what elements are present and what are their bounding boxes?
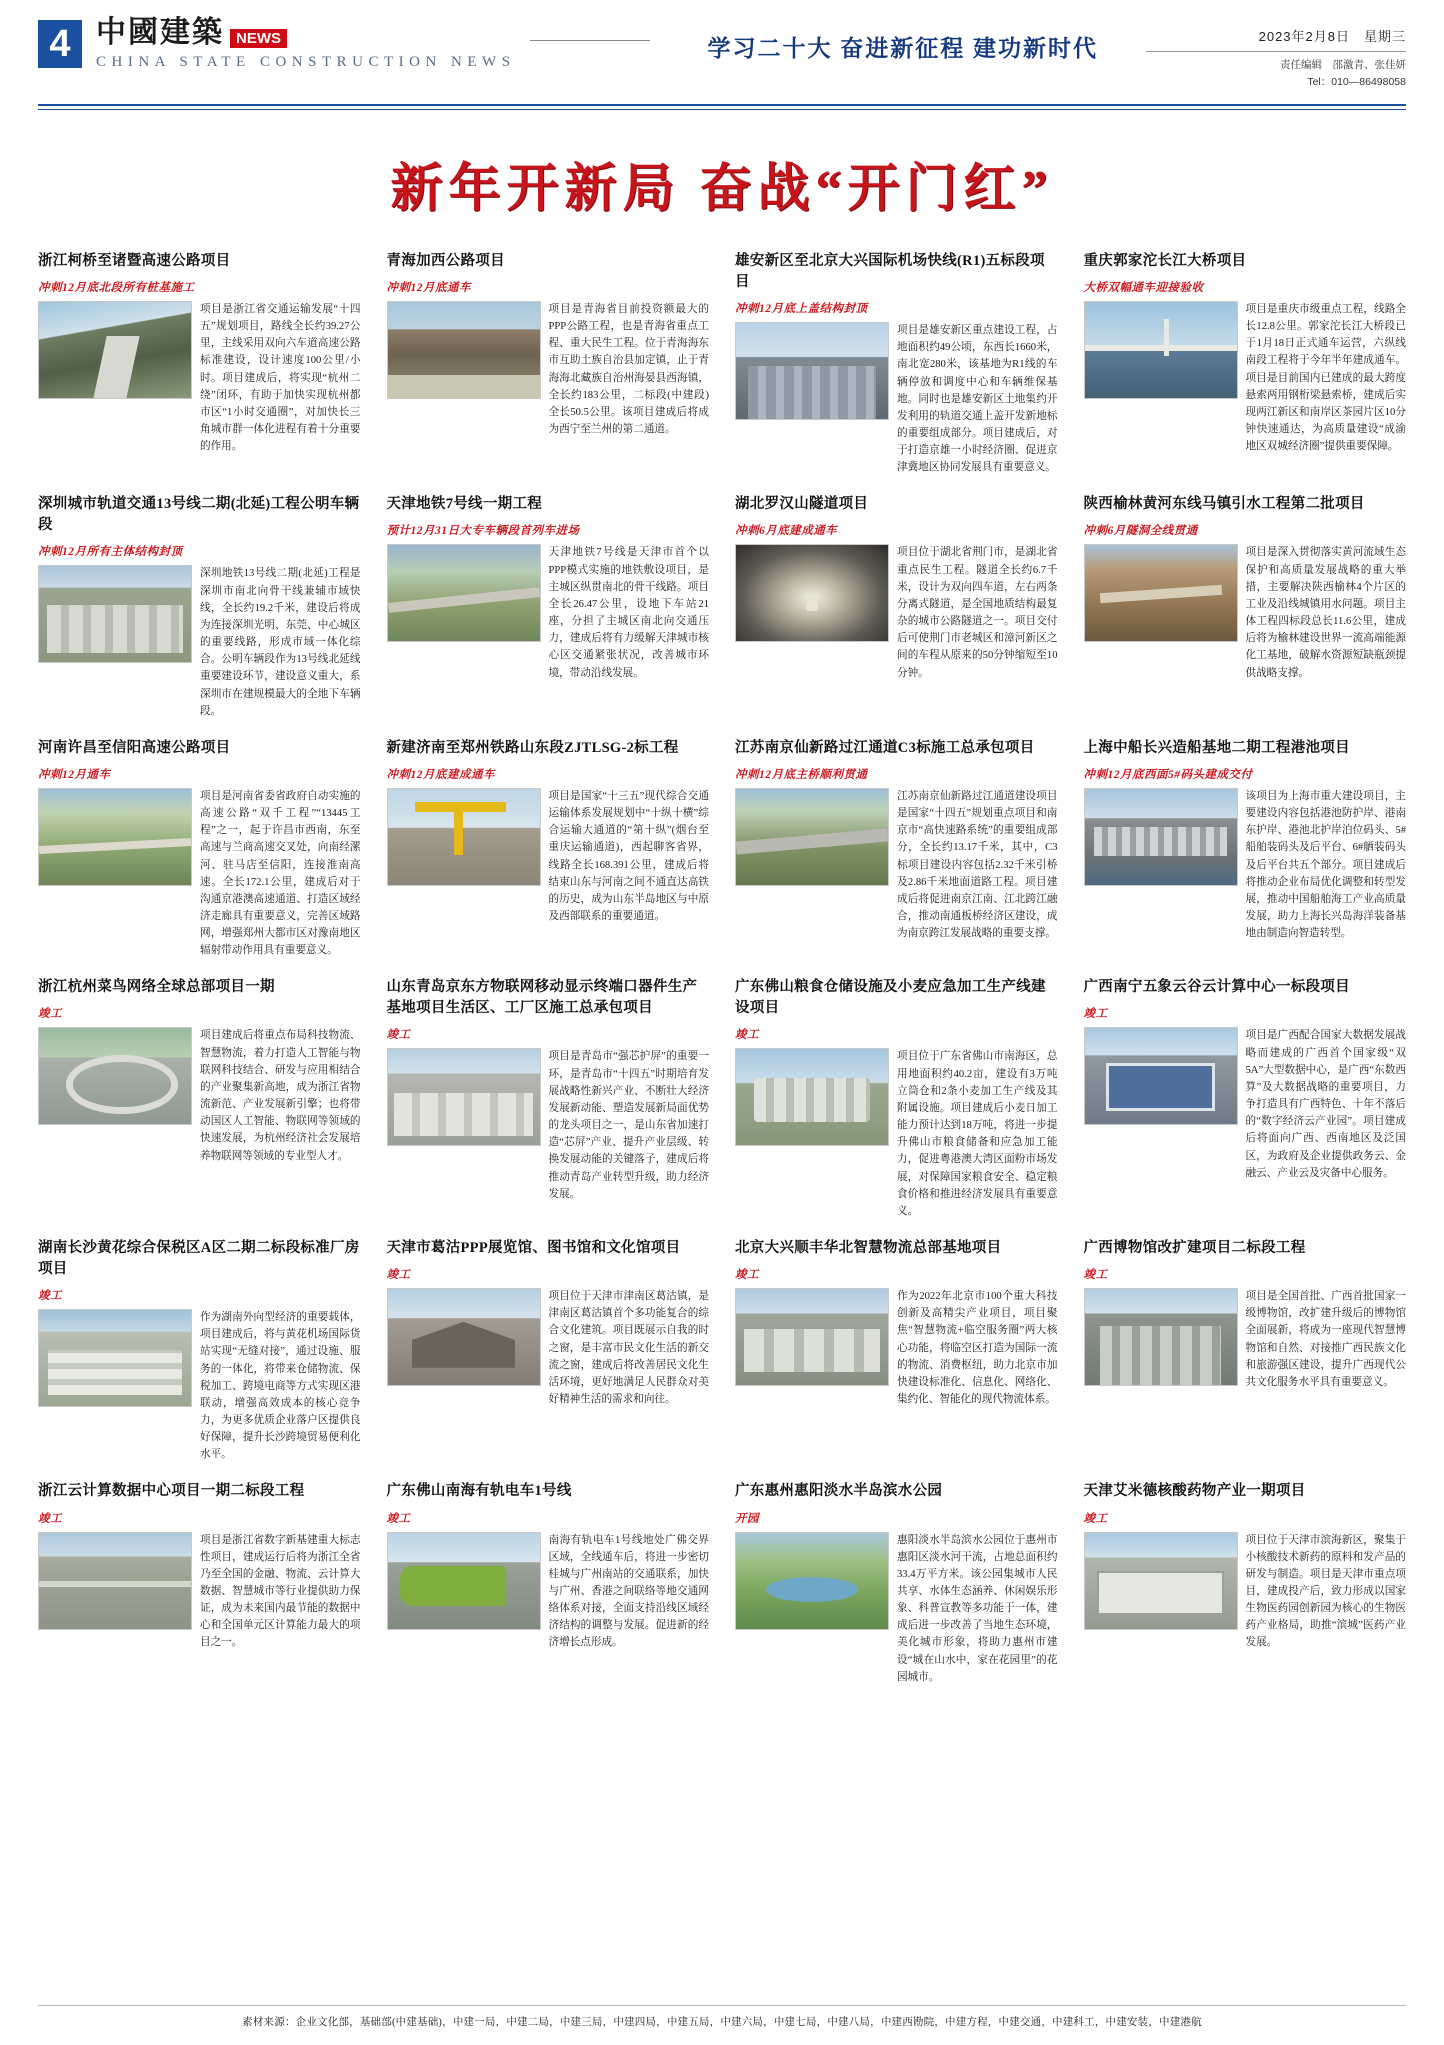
article-photo <box>38 1532 192 1630</box>
article-item <box>735 251 1058 476</box>
article-title: 广西南宁五象云谷云计算中心一标段项目 <box>1083 979 1350 996</box>
article-item <box>387 251 710 476</box>
masthead-info <box>1146 26 1406 91</box>
page-number: 4 <box>38 20 82 68</box>
article-title: 广西博物馆改扩建项目二标段工程 <box>1083 1240 1306 1257</box>
article-photo <box>38 1309 192 1407</box>
article-photo <box>1084 544 1238 642</box>
article-item <box>735 1481 1058 1685</box>
article-body: 项目是深入贯彻落实黄河流域生态保护和高质量发展战略的重大举措，主要解决陕西榆林4个片区的工业及沿线城镇用水问题。项目主体工程四标段总长11.6公里，建成后将为榆林建设世界一流高端能源化工基地，破解水资源短缺瓶颈提供战略支撑。 <box>1245 547 1406 679</box>
article-title: 河南许昌至信阳高速公路项目 <box>38 739 231 756</box>
masthead-rule <box>38 104 1406 110</box>
article-title: 浙江杭州菜鸟网络全球总部项目一期 <box>38 979 275 996</box>
article-status-badge: 竣工 <box>386 1269 411 1282</box>
article-body: 项目是青海省目前投资额最大的PPP公路工程，也是青海省重点工程、重大民生工程。位于青海海东市互助土族自治县加定镇，止于青海海北藏族自治州海晏县西海镇，全长约183公里，二标段(中建段)全长50.5公里。该项目建成后将成为西宁至兰州的第二通道。 <box>548 304 709 436</box>
article-photo <box>1084 1532 1238 1630</box>
article-body: 南海有轨电车1号线地处广佛交界区域，全线通车后，将进一步密切桂城与广州南站的交通联系，加快与广州、香港之间联络等地交通网络体系对接，全面支持沿线区域经济结构的调整与发展。促进新的经济增长点形成。 <box>548 1534 709 1649</box>
article-status-badge: 竣工 <box>735 1029 759 1042</box>
article-photo <box>735 322 889 420</box>
article-photo <box>735 1288 889 1386</box>
article-photo <box>735 788 889 886</box>
masthead-divider-right <box>1146 51 1406 52</box>
article-item <box>38 977 361 1220</box>
article-title: 湖北罗汉山隧道项目 <box>735 496 869 513</box>
article-photo <box>38 301 192 399</box>
article-title: 浙江柯桥至诸暨高速公路项目 <box>38 253 231 269</box>
article-body: 项目是雄安新区重点建设工程，占地面积约49公顷，东西长1660米，南北宽280米，该基地为R1线的车辆停放和调度中心和车辆维保基地。同时也是雄安新区土地集约开发利用的轨道交通上盖开发新地标的重要组成部分。项目建成后，对于打造京雄一小时经济圈、促进京津冀地区协同发展具有重要意义。 <box>897 325 1058 474</box>
article-item <box>387 738 710 960</box>
article-title: 北京大兴顺丰华北智慧物流总部基地项目 <box>735 1240 1002 1257</box>
article-body: 项目是青岛市“强芯护屏”的重要一环，是青岛市“十四五”时期培育发展战略性新兴产业、不断壮大经济发展新动能、塑造发展新局面优势的龙头项目之一，是山东省加速打造“芯屏”产业、提升产业层级、转换发展动能的关键落子，建成后将推动青岛产业转型升级，助力经济发展。 <box>548 1051 709 1200</box>
article-photo <box>38 788 192 886</box>
article-body: 项目是广西配合国家大数据发展战略而建成的广西首个国家级“双5A”大型数据中心，是广西“东数西算”及大数据战略的重要项目，力争打造具有广西特色、十年不落后的“数字经济云产业园”。项目建成后将面向广西、西南地区及泛国区，为政府及企业提供政务云、金融云、产业云及灾备中心服务。 <box>1245 1030 1406 1179</box>
article-status-badge: 竣工 <box>38 1512 62 1525</box>
article-status-badge: 开园 <box>735 1512 759 1525</box>
masthead-divider-left <box>530 40 650 41</box>
article-status-badge: 冲刺12月底北段所有桩基施工 <box>38 282 195 295</box>
article-status-badge: 竣工 <box>1083 1269 1108 1282</box>
article-body: 作为2022年北京市100个重大科技创新及高精尖产业项目，项目聚焦“智慧物流+临空服务圈”两大核心功能，将临空区打造为国际一流的物流、消费枢纽，助力北京市加快建设标准化、信息化、网络化、集约化、智能化的现代物流体系。 <box>897 1291 1058 1405</box>
article-status-badge: 竣工 <box>386 1029 411 1042</box>
article-title: 天津地铁7号线一期工程 <box>386 496 543 513</box>
logo-english-name: CHINA STATE CONSTRUCTION NEWS <box>96 54 516 70</box>
article-title: 雄安新区至北京大兴国际机场快线(R1)五标段项目 <box>735 253 1045 291</box>
article-item <box>387 977 710 1220</box>
article-photo <box>735 544 889 642</box>
article-status-badge: 冲刺12月通车 <box>38 768 111 781</box>
article-item <box>38 1238 361 1463</box>
publication-logo <box>96 18 516 71</box>
article-title: 青海加西公路项目 <box>386 253 505 269</box>
article-item <box>1084 738 1407 960</box>
article-status-badge: 竣工 <box>386 1512 411 1525</box>
article-status-badge: 冲刺12月底主桥顺利贯通 <box>735 768 868 781</box>
article-status-badge: 冲刺12月底通车 <box>386 282 471 295</box>
article-item <box>735 977 1058 1220</box>
article-title: 山东青岛京东方物联网移动显示终端口器件生产基地项目生活区、工厂区施工总承包项目 <box>386 979 698 1017</box>
article-body: 惠阳淡水半岛滨水公园位于惠州市惠阳区淡水河干流，占地总面积约33.4万平方米。该公园集城市人民共享、水体生态涵养、休闲娱乐形象、科普宣教等多功能于一体，建成后进一步改善了当地生态环境，美化城市形象，将助力惠州市建设“城在山水中，家在花园里”的花园城市。 <box>897 1534 1058 1683</box>
article-photo <box>387 1048 541 1146</box>
article-item <box>387 1238 710 1463</box>
article-title: 湖南长沙黄花综合保税区A区二期二标段标准厂房项目 <box>38 1240 360 1278</box>
article-photo <box>1084 788 1238 886</box>
logo-news-badge: NEWS <box>230 29 287 48</box>
article-body: 项目是河南省委省政府自动实施的高速公路“双千工程”“13445工程”之一，起于许昌市西南，东至高速与兰商高速交叉处，向南经漯河、驻马店至信阳，连接淮南高速。全长172.1公里，建成后对于沟通京港澳高速通道、打造区域经济走廊具有重要意义，完善区域路网，增强郑州大都市区对豫南地区辐射带动作用具有重要意义。 <box>200 790 361 957</box>
article-body: 江苏南京仙新路过江通道建设项目是国家“十四五”规划重点项目和南京市“高快速路系统”的重要组成部分，全长约13.17千米，其中，C3标项目建设内容包括2.32千米引桥及2.86千米地面道路工程。项目建成后将促进南京江南、江北跨江融合，推动南通板桥经济区建设，成为南京跨江发展战略的重要支撑。 <box>897 790 1058 940</box>
article-status-badge: 冲刺12月底建成通车 <box>386 768 495 781</box>
article-item <box>387 1481 710 1685</box>
article-body: 项目是浙江省交通运输发展“十四五”规划项目，路线全长约39.27公里，主线采用双向六车道高速公路标准建设，设计速度100公里/小时。项目建成后，将实现“杭州二绕”闭环，有助于加快实现杭州都市区“1小时交通圈”，对加快长三角城市群一体化进程有着十分重要的作用。 <box>200 304 361 453</box>
article-body: 深圳地铁13号线二期(北延)工程是深圳市南北向骨干线兼辅市域快线，全长约19.2千米，建设后将成为连接深圳光明、东莞、中心城区的重要线路，形成市域一体化综合。公明车辆段作为13号线北延线重要建设环节，建设意义重大，系深圳市在建规模最大的全地下车辆段。 <box>200 568 361 717</box>
article-status-badge: 冲刺12月底上盖结构封顶 <box>735 303 868 316</box>
article-body: 项目是浙江省数字新基建重大标志性项目，建成运行后将为浙江全省乃至全国的金融、物流、云计算大数据、智慧城市等行业提供助力保证，成为未来国内最节能的数据中心和全国单元区计算能力最大的项目之一。 <box>200 1534 361 1649</box>
article-photo <box>735 1048 889 1146</box>
article-item <box>1084 1481 1407 1685</box>
article-body: 项目位于湖北省荆门市，是湖北省重点民生工程。隧道全长约6.7千米，设计为双向四车道，左右两条分离式隧道，是全国地质结构最复杂的城市公路隧道之一。项目交付后可使荆门市老城区和漳河新区之间的车程从原来的50分钟缩短至10分钟。 <box>897 547 1058 679</box>
logo-chinese-name: 中國建築 <box>96 16 224 49</box>
article-title: 广东佛山粮食仓储设施及小麦应急加工生产线建设项目 <box>735 979 1046 1017</box>
article-body: 项目位于天津市滨海新区，聚集于小核酸技术新药的原料和发产品的研发与制造。项目是天津市重点项目，建成投产后，致力形成以国家生物医药园创新园为核心的生物医药产业格局，助推“滨城”医药产业发展。 <box>1245 1534 1406 1649</box>
article-item <box>1084 251 1407 476</box>
article-photo <box>1084 1288 1238 1386</box>
article-item <box>38 494 361 719</box>
article-item <box>735 1238 1058 1463</box>
contact-tel: Tel：010—86498058 <box>1307 75 1406 88</box>
article-status-badge: 竣工 <box>38 1290 62 1303</box>
article-title: 陕西榆林黄河东线马镇引水工程第二批项目 <box>1083 496 1365 513</box>
article-photo <box>735 1532 889 1630</box>
article-status-badge: 预计12月31日大专车辆段首列车进场 <box>386 525 580 538</box>
article-status-badge: 竣工 <box>1083 1008 1108 1021</box>
article-item <box>1084 977 1407 1220</box>
article-item <box>735 494 1058 719</box>
article-item <box>38 251 361 476</box>
masthead <box>38 0 1406 100</box>
article-grid <box>38 251 1406 1686</box>
article-body: 该项目为上海市重大建设项目，主要建设内容包括港池防护岸、港南东护岸、港池北护岸泊位码头、5#船舶装码头及后平台、6#舾装码头及后平台共五个部分。项目建成后将推动企业布局优化调整和转型发展，推动中国船舶海工产业高质量发展，助力上海长兴岛海洋装备基地由制造向智造转型。 <box>1245 790 1406 940</box>
article-title: 江苏南京仙新路过江通道C3标施工总承包项目 <box>735 739 1035 756</box>
article-photo <box>387 1532 541 1630</box>
article-item <box>387 494 710 719</box>
page-title: 新年开新局 奋战“开门红” <box>390 161 1054 218</box>
article-status-badge: 冲刺12月底西面5#码头建成交付 <box>1083 768 1253 781</box>
article-title: 新建济南至郑州铁路山东段ZJTLSG-2标工程 <box>386 739 679 756</box>
article-title: 浙江云计算数据中心项目一期二标段工程 <box>38 1483 305 1500</box>
article-status-badge: 大桥双幅通车迎接验收 <box>1083 282 1204 295</box>
article-photo <box>1084 1027 1238 1125</box>
article-body: 项目位于广东省佛山市南海区，总用地面积约40.2亩，建设有3万吨立筒仓和2条小麦加工生产线及其附属设施。项目建成后小麦日加工能力预计达到18万吨，将进一步提升佛山市粮食储备和应急加工能力，促进粤港澳大湾区面粉市场发展，对保障国家粮食安全、稳定粮食价格和推进经济发展具有重要意义。 <box>897 1051 1058 1217</box>
article-item <box>38 738 361 960</box>
masthead-slogan: 学习二十大 奋进新征程 建功新时代 <box>707 36 1099 61</box>
article-status-badge: 竣工 <box>1083 1512 1108 1525</box>
article-photo <box>387 1288 541 1386</box>
article-photo <box>387 544 541 642</box>
article-body: 作为湖南外向型经济的重要载体，项目建成后，将与黄花机场国际货站实现“无缝对接”，通过设施、服务的一体化，将带来仓储物流、保税加工、跨境电商等方式实现区港联动，增强高效成本的核心竞争力，为更多优质企业落户区提供良好保障，提升长沙跨境贸易便利化水平。 <box>200 1312 361 1461</box>
article-item <box>1084 1238 1407 1463</box>
article-title: 重庆郭家沱长江大桥项目 <box>1083 253 1247 269</box>
article-title: 天津市葛沽PPP展览馆、图书馆和文化馆项目 <box>386 1240 681 1257</box>
article-status-badge: 冲刺12月所有主体结构封顶 <box>38 546 183 559</box>
article-item <box>38 1481 361 1685</box>
article-title: 上海中船长兴造船基地二期工程港池项目 <box>1083 739 1350 756</box>
article-body: 项目是国家“十三五”现代综合交通运输体系发展规划中“十纵十横”综合运输大通道的“第十纵”(烟台至重庆运输通道)，西起聊客省界，线路全长168.391公里，建成后将结束山东与河南之间不通直达高铁的历史，成为山东半岛地区与中原及西部联系的重要通道。 <box>548 790 709 922</box>
article-title: 天津艾米德核酸药物产业一期项目 <box>1083 1483 1306 1500</box>
article-status-badge: 冲刺6月隧洞全线贯通 <box>1083 525 1198 538</box>
article-photo <box>387 301 541 399</box>
footer-divider <box>38 2005 1406 2006</box>
article-item <box>735 738 1058 960</box>
editor-credit: 责任编辑 邵激青、张佳妍 <box>1280 59 1406 71</box>
source-credit: 素材来源：企业文化部，基础部(中建基础)，中建一局，中建二局，中建三局，中建四局，中建五局，中建六局，中建七局，中建八局，中建西勘院，中建方程，中建交通，中建科工，中建安装，中建港航 <box>242 2017 1202 2028</box>
article-title: 广东佛山南海有轨电车1号线 <box>386 1483 572 1500</box>
article-title: 深圳城市轨道交通13号线二期(北延)工程公明车辆段 <box>38 496 360 534</box>
article-status-badge: 冲刺6月底建成通车 <box>735 525 838 538</box>
article-item <box>1084 494 1407 719</box>
article-body: 项目位于天津市津南区葛沽镇，是津南区葛沽镇首个多功能复合的综合文化建筑。项目既展示自我的时之窗，是丰富市民文化生活的新交流之窗，建成后将改善居民文化生活环境，更好地满足人民群众对美好精神生活的需求和向往。 <box>548 1291 709 1405</box>
article-body: 天津地铁7号线是天津市首个以PPP模式实施的地铁敷设项目，是主城区纵贯南北的骨干线路。项目全长26.47公里，设地下车站21座，分担了主城区南北向交通压力，建成后将有力缓解天津城市核心区交通紧张状况，改善城市环境，带动沿线发展。 <box>548 547 709 679</box>
article-body: 项目是重庆市级重点工程，线路全长12.8公里。郭家沱长江大桥段已于1月18日正式通车运营，六纵线南段工程将于今年半年建成通车。项目是目前国内已建成的最大跨度悬索两用钢桁梁悬索桥，建成后实现两江新区和南岸区茶园片区10分钟快速通达，为高质量建设“成渝地区双城经济圈”提供重要保障。 <box>1245 304 1406 453</box>
article-body: 项目建成后将重点布局科技物流、智慧物流，着力打造人工智能与物联网科技结合、研发与应用相结合的产业聚集新高地，成为浙江省物流新范、产业发展新引擎；也将带动国区人工智能、物联网等领域的快速发展，为杭州经济社会发展培养物联网等领域的专业型人才。 <box>200 1030 361 1162</box>
article-photo <box>38 565 192 663</box>
publication-date: 2023年2月8日 星期三 <box>1258 29 1406 44</box>
article-status-badge: 竣工 <box>38 1008 62 1021</box>
article-photo <box>38 1027 192 1125</box>
page-footer <box>38 2005 1406 2029</box>
article-photo <box>1084 301 1238 399</box>
article-title: 广东惠州惠阳淡水半岛滨水公园 <box>735 1483 943 1500</box>
article-body: 项目是全国首批、广西首批国家一级博物馆，改扩建升级后的博物馆全面展新，将成为一座现代智慧博物馆和自然、对接推广西民族文化和旅游强区建设，提升广西现代公共文化服务水平具有重要意义。 <box>1245 1291 1406 1388</box>
article-photo <box>387 788 541 886</box>
article-status-badge: 竣工 <box>735 1269 759 1282</box>
